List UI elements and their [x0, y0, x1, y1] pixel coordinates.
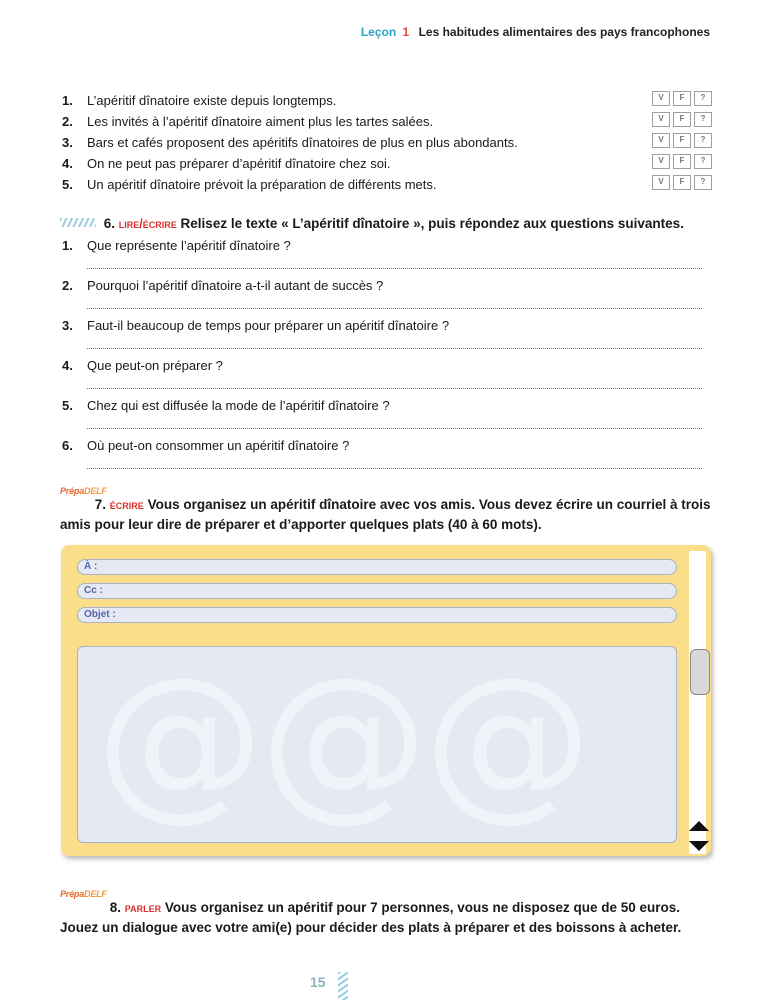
unknown-checkbox[interactable]: ?	[694, 133, 712, 148]
subject-label: Objet :	[84, 609, 116, 620]
exercise-instruction: Vous organisez un apéritif dînatoire avec vos amis. Vous devez écrire un courriel à trois amis pour leur dire de préparer et d’apporter quelques plats (40 à 60 mots).	[60, 497, 711, 532]
question-item	[62, 438, 702, 478]
scrollbar[interactable]	[689, 551, 706, 854]
list-item	[62, 90, 712, 111]
prepa-text: Prépa	[60, 889, 85, 899]
unknown-checkbox[interactable]: ?	[694, 112, 712, 127]
question-text: Où peut-on consommer un apéritif dînatoire ?	[87, 438, 350, 453]
exercise-number: 7.	[94, 497, 107, 512]
list-item	[62, 153, 712, 174]
answer-line[interactable]	[87, 428, 702, 429]
list-item	[62, 132, 712, 153]
exercise-7-title	[60, 495, 712, 534]
question-number: 6.	[62, 438, 73, 453]
false-checkbox[interactable]: F	[673, 112, 691, 127]
exercise-8-title	[60, 898, 712, 937]
hatch-decoration	[60, 218, 96, 227]
question-number: 2.	[62, 278, 73, 293]
prepa-text: Prépa	[60, 486, 85, 496]
answer-line[interactable]	[87, 468, 702, 469]
delf-text: DELF	[84, 486, 107, 496]
item-number: 1.	[62, 93, 73, 108]
question-text: Que représente l’apéritif dînatoire ?	[87, 238, 291, 253]
vf-checkboxes	[652, 91, 712, 106]
cc-label: Cc :	[84, 585, 103, 596]
exercise-number: 6.	[103, 216, 116, 231]
question-item	[62, 358, 702, 398]
email-form	[61, 545, 711, 856]
question-item	[62, 398, 702, 438]
item-number: 2.	[62, 114, 73, 129]
statement-text: Bars et cafés proposent des apéritifs dînatoires de plus en plus abondants.	[87, 135, 518, 150]
item-number: 5.	[62, 177, 73, 192]
item-number: 3.	[62, 135, 73, 150]
exercise-number: 8.	[109, 900, 122, 915]
question-text: Que peut-on préparer ?	[87, 358, 223, 373]
unknown-checkbox[interactable]: ?	[694, 91, 712, 106]
list-item	[62, 111, 712, 132]
true-checkbox[interactable]: V	[652, 154, 670, 169]
true-checkbox[interactable]: V	[652, 133, 670, 148]
true-checkbox[interactable]: V	[652, 175, 670, 190]
question-item	[62, 318, 702, 358]
exercise-6-title	[60, 214, 720, 234]
vf-checkboxes	[652, 154, 712, 169]
unknown-checkbox[interactable]: ?	[694, 154, 712, 169]
answer-line[interactable]	[87, 388, 702, 389]
delf-text: DELF	[84, 889, 107, 899]
question-text: Chez qui est diffusée la mode de l’apéritif dînatoire ?	[87, 398, 390, 413]
lesson-title: Les habitudes alimentaires des pays francophones	[418, 25, 710, 39]
question-number: 5.	[62, 398, 73, 413]
lesson-number: 1	[402, 25, 410, 39]
scroll-down-arrow-icon[interactable]	[689, 841, 709, 851]
exercise-instruction: Vous organisez un apéritif pour 7 personnes, vous ne disposez que de 50 euros. Jouez un dialogue avec votre ami(e) pour décider des plats à préparer et des boissons à acheter.	[60, 900, 682, 935]
question-number: 4.	[62, 358, 73, 373]
vf-checkboxes	[652, 112, 712, 127]
question-text: Faut-il beaucoup de temps pour préparer un apéritif dînatoire ?	[87, 318, 450, 333]
question-number: 3.	[62, 318, 73, 333]
answer-line[interactable]	[87, 268, 702, 269]
question-item	[62, 278, 702, 318]
message-body-field[interactable]	[77, 646, 677, 843]
scroll-up-arrow-icon[interactable]	[689, 821, 709, 831]
true-checkbox[interactable]: V	[652, 112, 670, 127]
question-text: Pourquoi l’apéritif dînatoire a-t-il autant de succès ?	[87, 278, 384, 293]
lesson-label: Leçon	[360, 25, 397, 39]
question-list	[62, 238, 702, 478]
true-checkbox[interactable]: V	[652, 91, 670, 106]
subject-field[interactable]	[77, 607, 677, 623]
question-number: 1.	[62, 238, 73, 253]
false-checkbox[interactable]: F	[673, 175, 691, 190]
unknown-checkbox[interactable]: ?	[694, 175, 712, 190]
page-hatch-decoration	[338, 972, 348, 1000]
answer-line[interactable]	[87, 348, 702, 349]
list-item	[62, 174, 712, 195]
false-checkbox[interactable]: F	[673, 154, 691, 169]
skill-label: lire/écrire	[118, 217, 177, 231]
skill-label: parler	[124, 901, 162, 915]
false-checkbox[interactable]: F	[673, 91, 691, 106]
question-item	[62, 238, 702, 278]
at-sign-watermark: @@@	[96, 646, 588, 837]
skill-label: écrire	[109, 498, 144, 512]
statement-text: Un apéritif dînatoire prévoit la préparation de différents mets.	[87, 177, 437, 192]
true-false-list	[62, 90, 712, 195]
statement-text: Les invités à l’apéritif dînatoire aiment plus les tartes salées.	[87, 114, 434, 129]
cc-field[interactable]	[77, 583, 677, 599]
item-number: 4.	[62, 156, 73, 171]
vf-checkboxes	[652, 133, 712, 148]
statement-text: On ne peut pas préparer d’apéritif dînatoire chez soi.	[87, 156, 391, 171]
vf-checkboxes	[652, 175, 712, 190]
exercise-instruction: Relisez le texte « L’apéritif dînatoire », puis répondez aux questions suivantes.	[180, 216, 684, 231]
page-number: 15	[310, 974, 326, 990]
to-field[interactable]	[77, 559, 677, 575]
statement-text: L’apéritif dînatoire existe depuis longtemps.	[87, 93, 337, 108]
answer-line[interactable]	[87, 308, 702, 309]
scrollbar-thumb[interactable]	[690, 649, 710, 695]
page-header	[361, 25, 710, 39]
to-label: À :	[84, 561, 98, 572]
false-checkbox[interactable]: F	[673, 133, 691, 148]
